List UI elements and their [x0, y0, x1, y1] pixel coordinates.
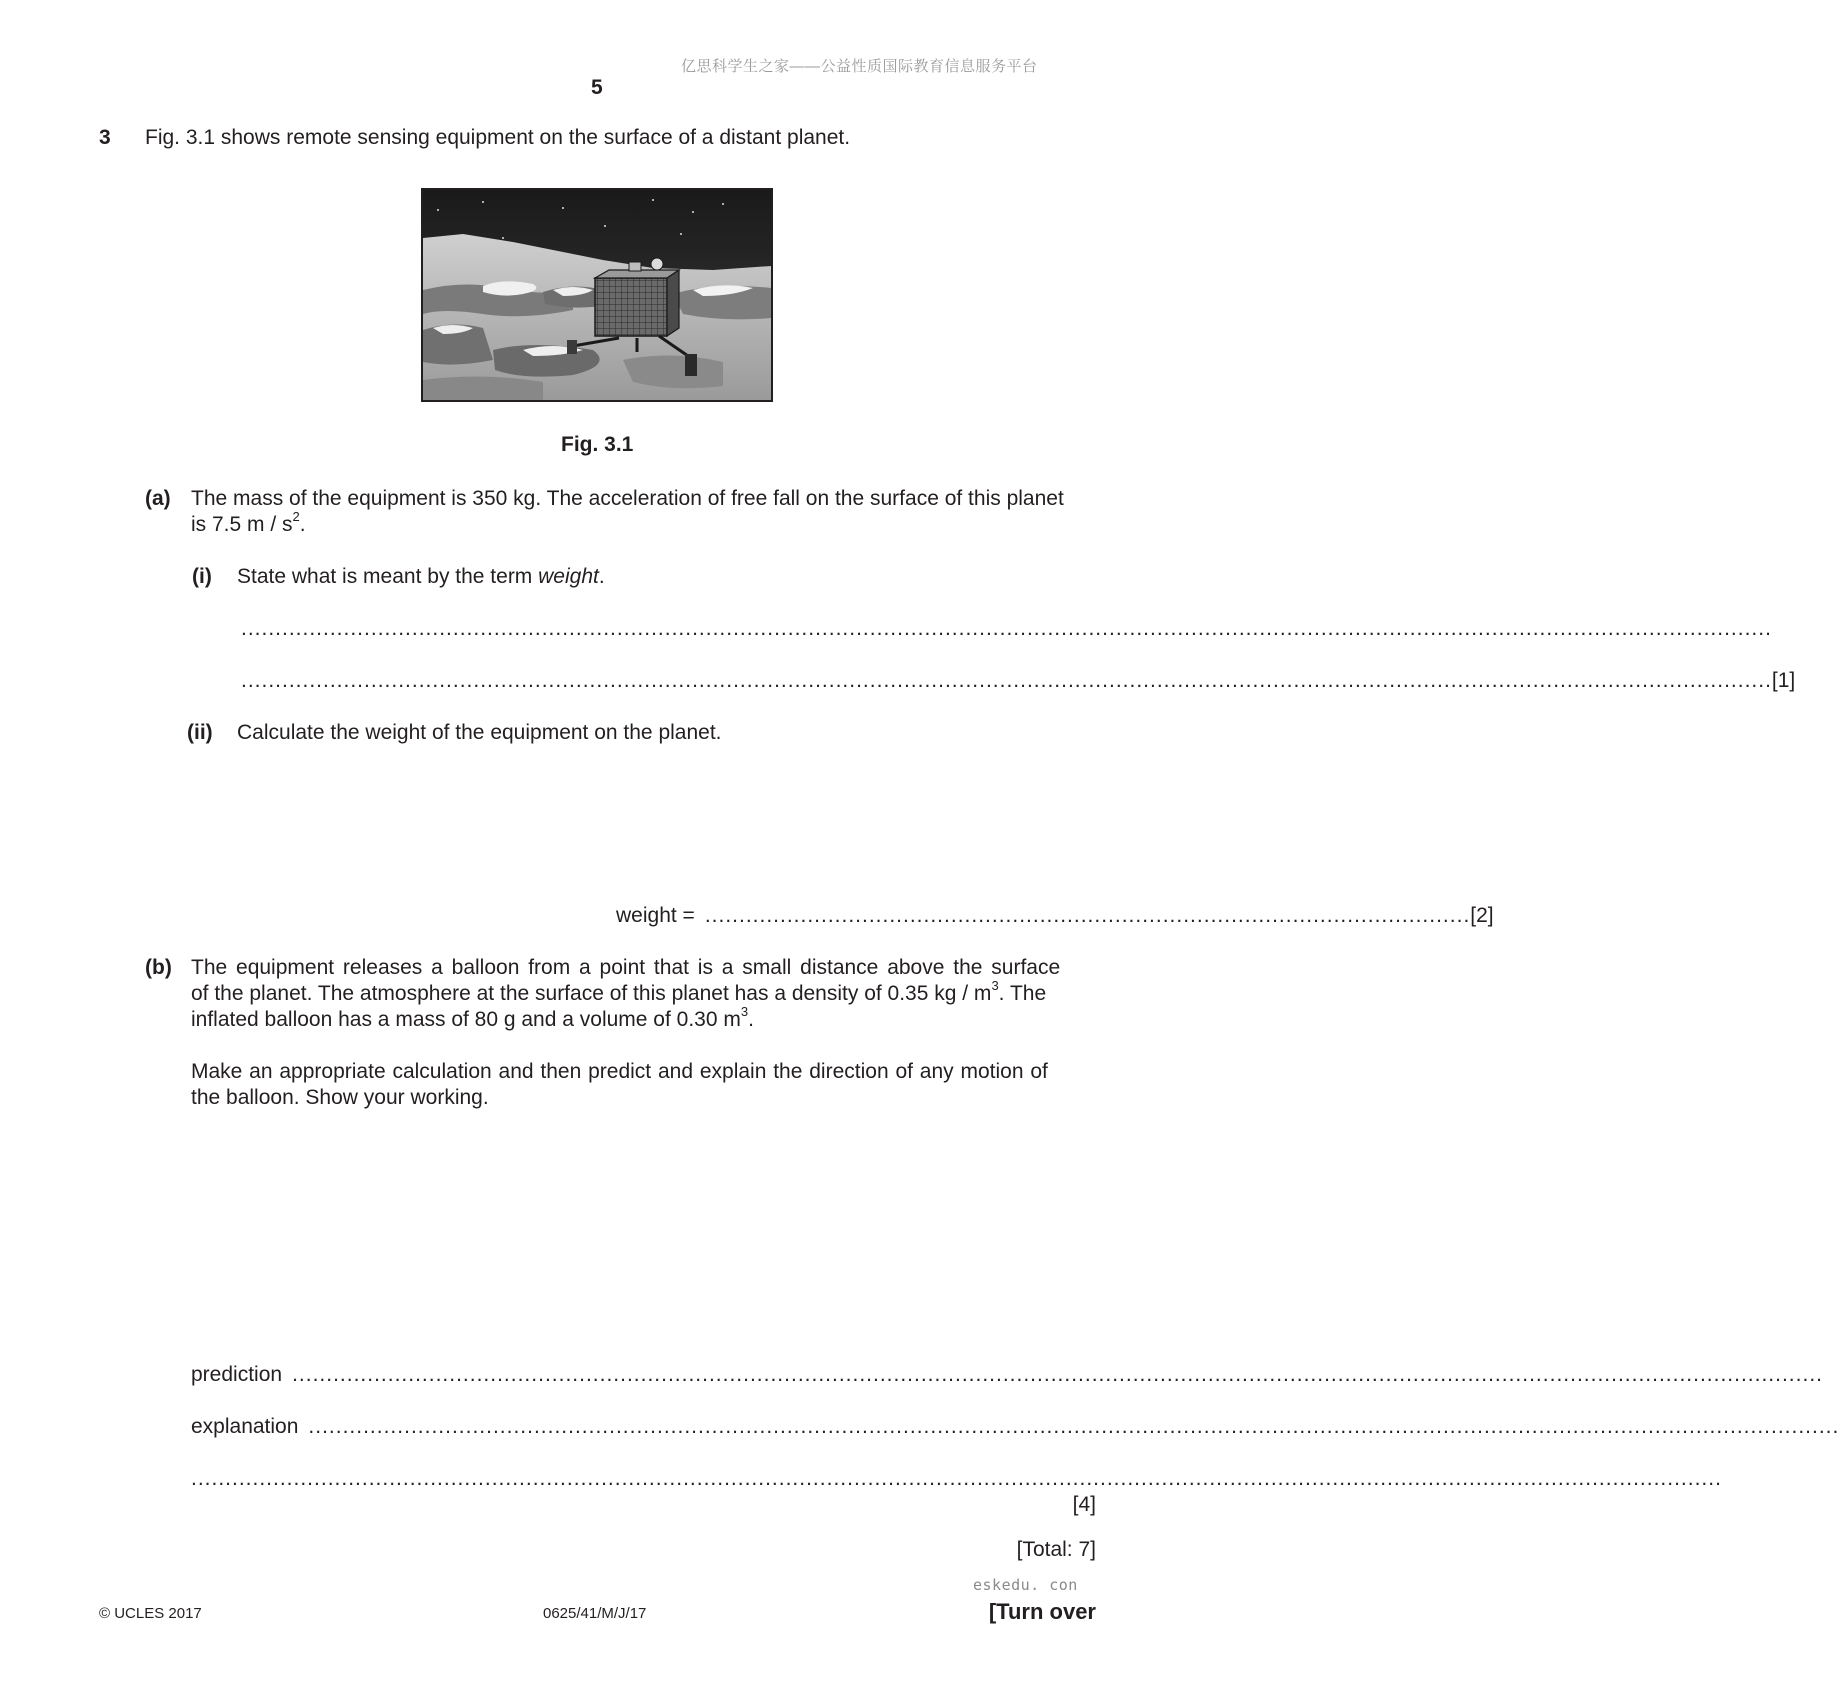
mark-b: [4] [1072, 1493, 1096, 1516]
prediction-answer-line[interactable]: prediction ................................................................................................................................................................................................................................ [191, 1363, 1823, 1386]
part-b-text-line3: inflated balloon has a mass of 80 g and a volume of 0.30 $m^3$. [191, 1004, 754, 1031]
question-intro: Fig. 3.1 shows remote sensing equipment on the surface of a distant planet. [145, 126, 851, 149]
answer-line-a-i-1[interactable]: ................................................................................................................................................................................................................................ [241, 617, 1772, 640]
explanation-answer-line-2[interactable]: ................................................................................................................................................................................................................................ [191, 1467, 1722, 1490]
total-marks: [Total: 7] [1016, 1538, 1096, 1561]
part-b-instruction-line1: Make an appropriate calculation and then predict and explain the direction of any motion of [191, 1060, 1048, 1083]
explanation-label: explanation [191, 1415, 299, 1438]
figure-lander-illustration [421, 188, 773, 402]
part-a-i-text: State what is meant by the term weight. [237, 565, 605, 588]
mark-a-ii: [2] [1470, 904, 1494, 927]
part-a-label: (a) [145, 487, 171, 510]
part-a-ii-text: Calculate the weight of the equipment on the planet. [237, 721, 722, 744]
answer-line-a-i-2[interactable]: ................................................................................................................................................................................................................................ [1] [241, 669, 1796, 692]
part-a-ii-label: (ii) [187, 721, 213, 744]
explanation-answer-line[interactable]: explanation ................................................................................................................................................................................................................................ [191, 1415, 1839, 1438]
page-number: 5 [591, 76, 603, 99]
figure-caption: Fig. 3.1 [561, 433, 634, 456]
prediction-label: prediction [191, 1363, 283, 1386]
part-a-i-label: (i) [192, 565, 212, 588]
question-number: 3 [99, 126, 111, 149]
part-a-text-line1: The mass of the equipment is 350 kg. The acceleration of free fall on the surface of this planet [191, 487, 1064, 510]
footer-copyright: © UCLES 2017 [99, 1605, 202, 1622]
site-watermark: eskedu. con [973, 1576, 1078, 1594]
footer-paper-code: 0625/41/M/J/17 [543, 1605, 647, 1622]
part-b-text-line2: of the planet. The atmosphere at the surface of this planet has a density of 0.35 kg / $m^3$. The [191, 978, 1047, 1005]
part-b-label: (b) [145, 956, 172, 979]
header-watermark: 亿思科学生之家——公益性质国际教育信息服务平台 [681, 58, 1038, 75]
part-a-text-line2: is 7.5 m / $s^2$. [191, 509, 306, 536]
part-b-instruction-line2: the balloon. Show your working. [191, 1086, 489, 1109]
weight-answer-label: weight = [616, 904, 695, 927]
weight-answer-line[interactable]: weight = ................................................................................................................ [2] [616, 904, 1494, 927]
part-b-text-line1: The equipment releases a balloon from a point that is a small distance above the surface [191, 956, 1061, 979]
mark-a-i: [1] [1771, 669, 1796, 692]
turn-over: [Turn over [988, 1599, 1096, 1624]
